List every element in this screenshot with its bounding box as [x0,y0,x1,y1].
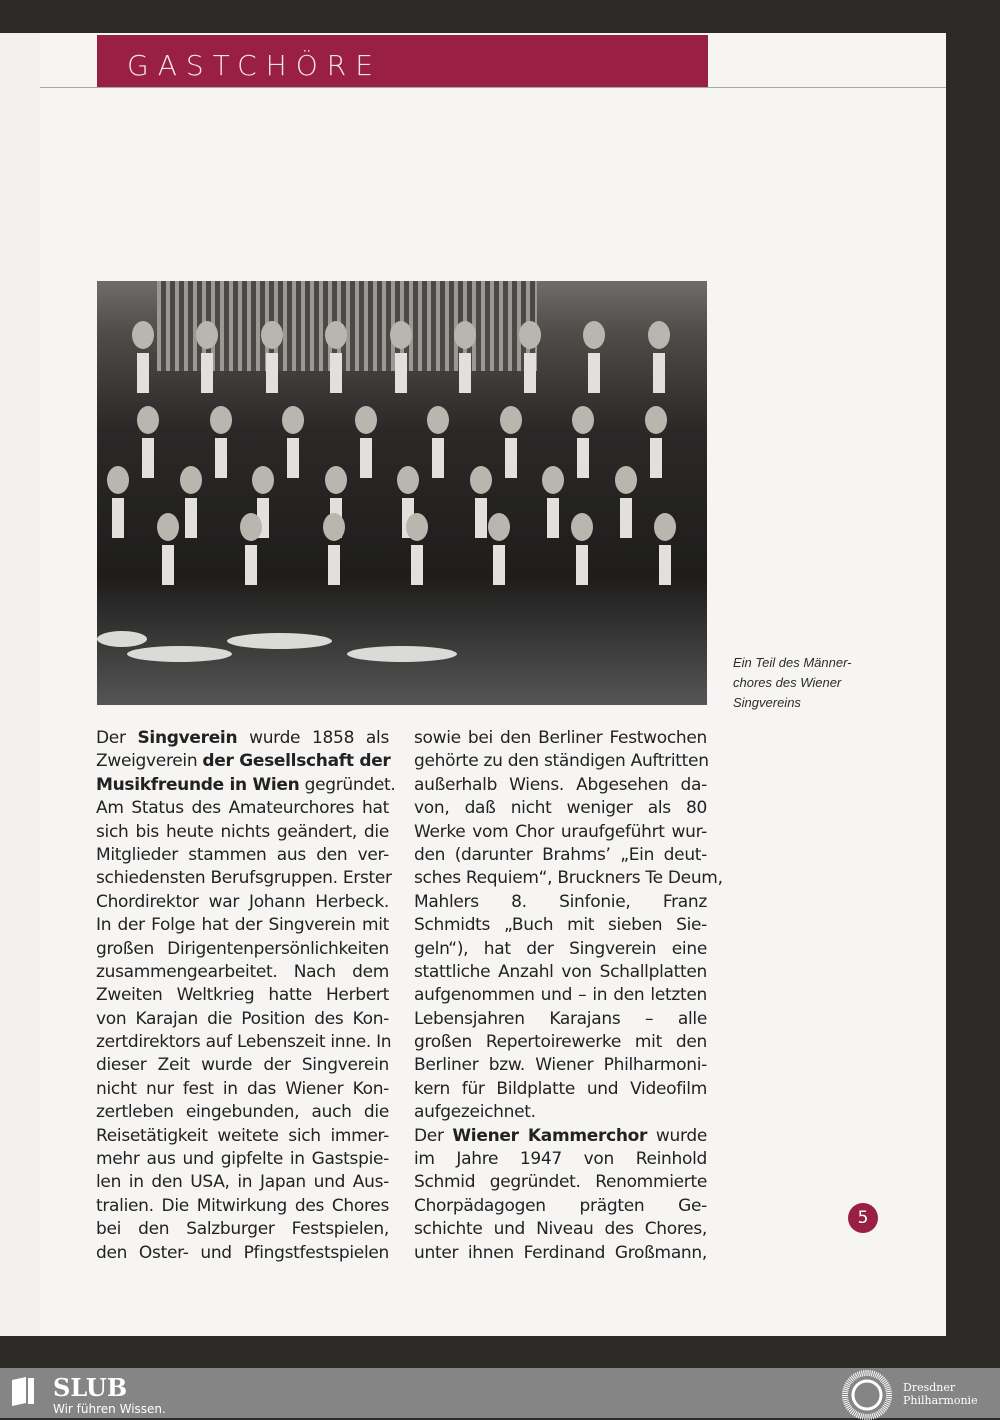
text-segment: bei den Salzburger Festspielen, [96,1219,389,1240]
text-line [414,1101,707,1124]
text-segment: den (darunter Brahms’ „Ein deut- [414,844,707,865]
singer-shirt [201,353,213,393]
text-segment: schichte und Niveau des Chores, [414,1219,707,1240]
text-line [96,1031,392,1054]
bold-term: Wiener Kammerchor [452,1125,648,1146]
text-segment: Mitglieder stammen aus den ver- [96,844,389,865]
singer-face [615,466,637,494]
text-line [414,1008,707,1031]
singer-face [571,513,593,541]
text-segment: stattliche Anzahl von Schallplatten [414,961,707,982]
text-segment: Chorpädagogen prägten Ge- [414,1195,707,1216]
singer-shirt [245,545,257,585]
text-line [414,750,707,773]
text-line [96,727,389,750]
singer-shirt [360,438,372,478]
text-line [414,844,707,867]
text-segment: aufgezeichnet. [414,1102,536,1123]
singer-shirt [330,353,342,393]
text-segment: im Jahre 1947 von Reinhold [414,1149,707,1170]
text-line [96,914,389,937]
section-header-band [97,35,708,87]
timpani-drum [227,633,332,649]
singer-shirt [432,438,444,478]
singer-face [137,406,159,434]
text-segment: tralien. Die Mitwirkung des Chores [96,1195,389,1216]
bold-term: Musikfreunde in Wien [96,774,300,795]
text-segment: großen Repertoirewerke mit den [414,1032,707,1053]
slub-tagline: Wir führen Wissen. [53,1402,166,1416]
text-line [414,867,723,890]
timpani-drum [347,646,457,662]
text-segment: Werke vom Chor uraufgeführt wur- [414,821,707,842]
text-segment: gegründet. [299,774,396,795]
text-segment: außerhalb Wiens. Abgesehen da- [414,774,707,795]
text-segment: dieser Zeit wurde der Singverein [96,1055,389,1076]
text-line [414,1125,707,1148]
singer-shirt [395,353,407,393]
text-line [414,1148,707,1171]
singer-face [542,466,564,494]
text-line [96,1242,389,1265]
caption-line: Ein Teil des Männer- [733,655,852,670]
text-segment: Lebensjahren Karajans – alle [414,1008,707,1029]
singer-face [572,406,594,434]
text-segment: zertdirektors auf Lebenszeit inne. In [96,1032,392,1053]
text-segment: schiedensten Berufsgruppen. Erster [96,868,392,889]
singer-face [210,406,232,434]
singer-face [282,406,304,434]
text-line [96,797,389,820]
text-line [96,1171,389,1194]
singer-shirt [328,545,340,585]
singer-shirt [524,353,536,393]
text-line [96,1218,389,1241]
singer-face [132,321,154,349]
text-line [96,1008,389,1031]
singer-face [645,406,667,434]
partner-line: Dresdner [903,1381,956,1394]
singer-shirt [650,438,662,478]
text-line [96,1125,389,1148]
text-line [414,1218,707,1241]
text-segment: kern für Bildplatte und Videofilm [414,1078,707,1099]
text-segment: sches Requiem“, Bruckners Te Deum, [414,868,723,889]
singer-face [583,321,605,349]
text-segment: von Karajan die Position des Kon- [96,1008,389,1029]
singer-face [107,466,129,494]
singer-shirt [475,498,487,538]
photo-caption [733,653,852,713]
singer-face [325,466,347,494]
singer-face [355,406,377,434]
text-line [414,821,707,844]
text-line [96,961,389,984]
text-line [96,1078,389,1101]
text-line [96,1101,389,1124]
caption-line: Singvereins [733,695,801,710]
singer-face [500,406,522,434]
text-line [96,774,396,797]
singer-face [390,321,412,349]
adjacent-page-edge [0,33,40,1336]
text-segment: sich bis heute nichts geändert, die [96,821,389,842]
singer-face [180,466,202,494]
text-segment: Berliner bzw. Wiener Philharmoni- [414,1055,707,1076]
timpani-drum [127,646,232,662]
text-line [414,1195,707,1218]
text-segment: aufgenommen und – in den letzten [414,985,707,1006]
text-segment: Schmid gegründet. Renommierte [414,1172,707,1193]
singer-shirt [620,498,632,538]
singer-shirt [577,438,589,478]
text-line [414,938,707,961]
text-segment: mehr aus und gipfelte in Gastspie- [96,1149,389,1170]
text-line [96,938,389,961]
text-line [414,1078,707,1101]
text-line [414,727,707,750]
text-segment: Schmidts „Buch mit sieben Sie- [414,915,707,936]
text-segment: geln“), hat der Singverein eine [414,938,707,959]
singer-shirt [547,498,559,538]
singer-face [488,513,510,541]
text-segment: von, daß nicht weniger als 80 [414,798,707,819]
text-segment: Der [414,1125,453,1146]
text-line [96,821,389,844]
choir-photo [97,281,707,705]
footer-bar [0,1368,1000,1418]
text-segment: In der Folge hat der Singverein mit [96,915,389,936]
text-segment: Mahlers 8. Sinfonie, Franz [414,891,707,912]
text-segment: Chordirektor war Johann Herbeck. [96,891,389,912]
timpani-drum [97,631,147,647]
singer-face [519,321,541,349]
singer-shirt [459,353,471,393]
singer-face [261,321,283,349]
text-segment: wurde [647,1125,707,1146]
singer-shirt [287,438,299,478]
singer-shirt [215,438,227,478]
singer-shirt [659,545,671,585]
text-line [414,914,707,937]
singer-face [654,513,676,541]
text-line [96,984,389,1007]
text-line [96,750,389,773]
singer-shirt [493,545,505,585]
text-line [414,961,707,984]
text-segment: Reisetätigkeit weitete sich immer- [96,1125,389,1146]
singer-face [240,513,262,541]
singer-face [323,513,345,541]
text-line [414,1031,707,1054]
slub-logo: SLUB [53,1373,128,1402]
singer-shirt [653,353,665,393]
text-column-left [96,727,396,1265]
text-segment: len in den USA, in Japan und Aus- [96,1172,389,1193]
section-title: GASTCHÖRE [127,49,382,82]
text-segment: Zweigverein [96,751,203,772]
text-line [414,1242,707,1265]
text-line [414,984,707,1007]
header-divider [40,87,946,88]
singer-shirt [411,545,423,585]
singer-face [157,513,179,541]
text-segment: Am Status des Amateurchores hat [96,798,389,819]
singer-shirt [162,545,174,585]
text-segment: großen Dirigentenpersönlichkeiten [96,938,389,959]
singer-shirt [266,353,278,393]
page-number: 5 [848,1203,878,1233]
text-segment: sowie bei den Berliner Festwochen [414,728,707,748]
partner-name [903,1381,978,1407]
partner-line: Philharmonie [903,1394,978,1407]
text-segment: nicht nur fest in das Wiener Kon- [96,1078,389,1099]
text-line [414,797,707,820]
singer-face [427,406,449,434]
text-segment: Zweiten Weltkrieg hatte Herbert [96,985,389,1006]
bold-term: der Gesellschaft der [202,751,391,772]
text-line [414,774,707,797]
text-line [414,891,707,914]
text-line [414,1054,707,1077]
singer-face [406,513,428,541]
text-segment: gehörte zu den ständigen Auftritten [414,751,709,772]
singer-face [470,466,492,494]
text-segment: zertleben eingebunden, auch die [96,1102,389,1123]
slub-book-icon [10,1376,36,1406]
text-line [96,867,392,890]
singer-shirt [588,353,600,393]
dresdner-philharmonie-sun-icon [842,1370,892,1420]
text-column-right [414,727,723,1265]
singer-shirt [137,353,149,393]
text-segment: Der [96,728,138,748]
singer-face [397,466,419,494]
text-line [96,1148,389,1171]
text-segment: zusammengearbeitet. Nach dem [96,961,389,982]
caption-line: chores des Wiener [733,675,842,690]
text-line [96,891,389,914]
singer-shirt [185,498,197,538]
text-line [414,1171,707,1194]
text-segment: unter ihnen Ferdinand Großmann, [414,1242,707,1263]
singer-shirt [576,545,588,585]
singer-shirt [505,438,517,478]
singer-face [252,466,274,494]
text-line [96,844,389,867]
text-line [96,1195,389,1218]
singer-shirt [112,498,124,538]
singer-face [648,321,670,349]
bold-term: Singverein [137,728,238,748]
text-segment: den Oster- und Pfingstfestspielen [96,1242,389,1263]
text-line [96,1054,389,1077]
text-segment: wurde 1858 als [237,728,390,748]
singer-shirt [142,438,154,478]
